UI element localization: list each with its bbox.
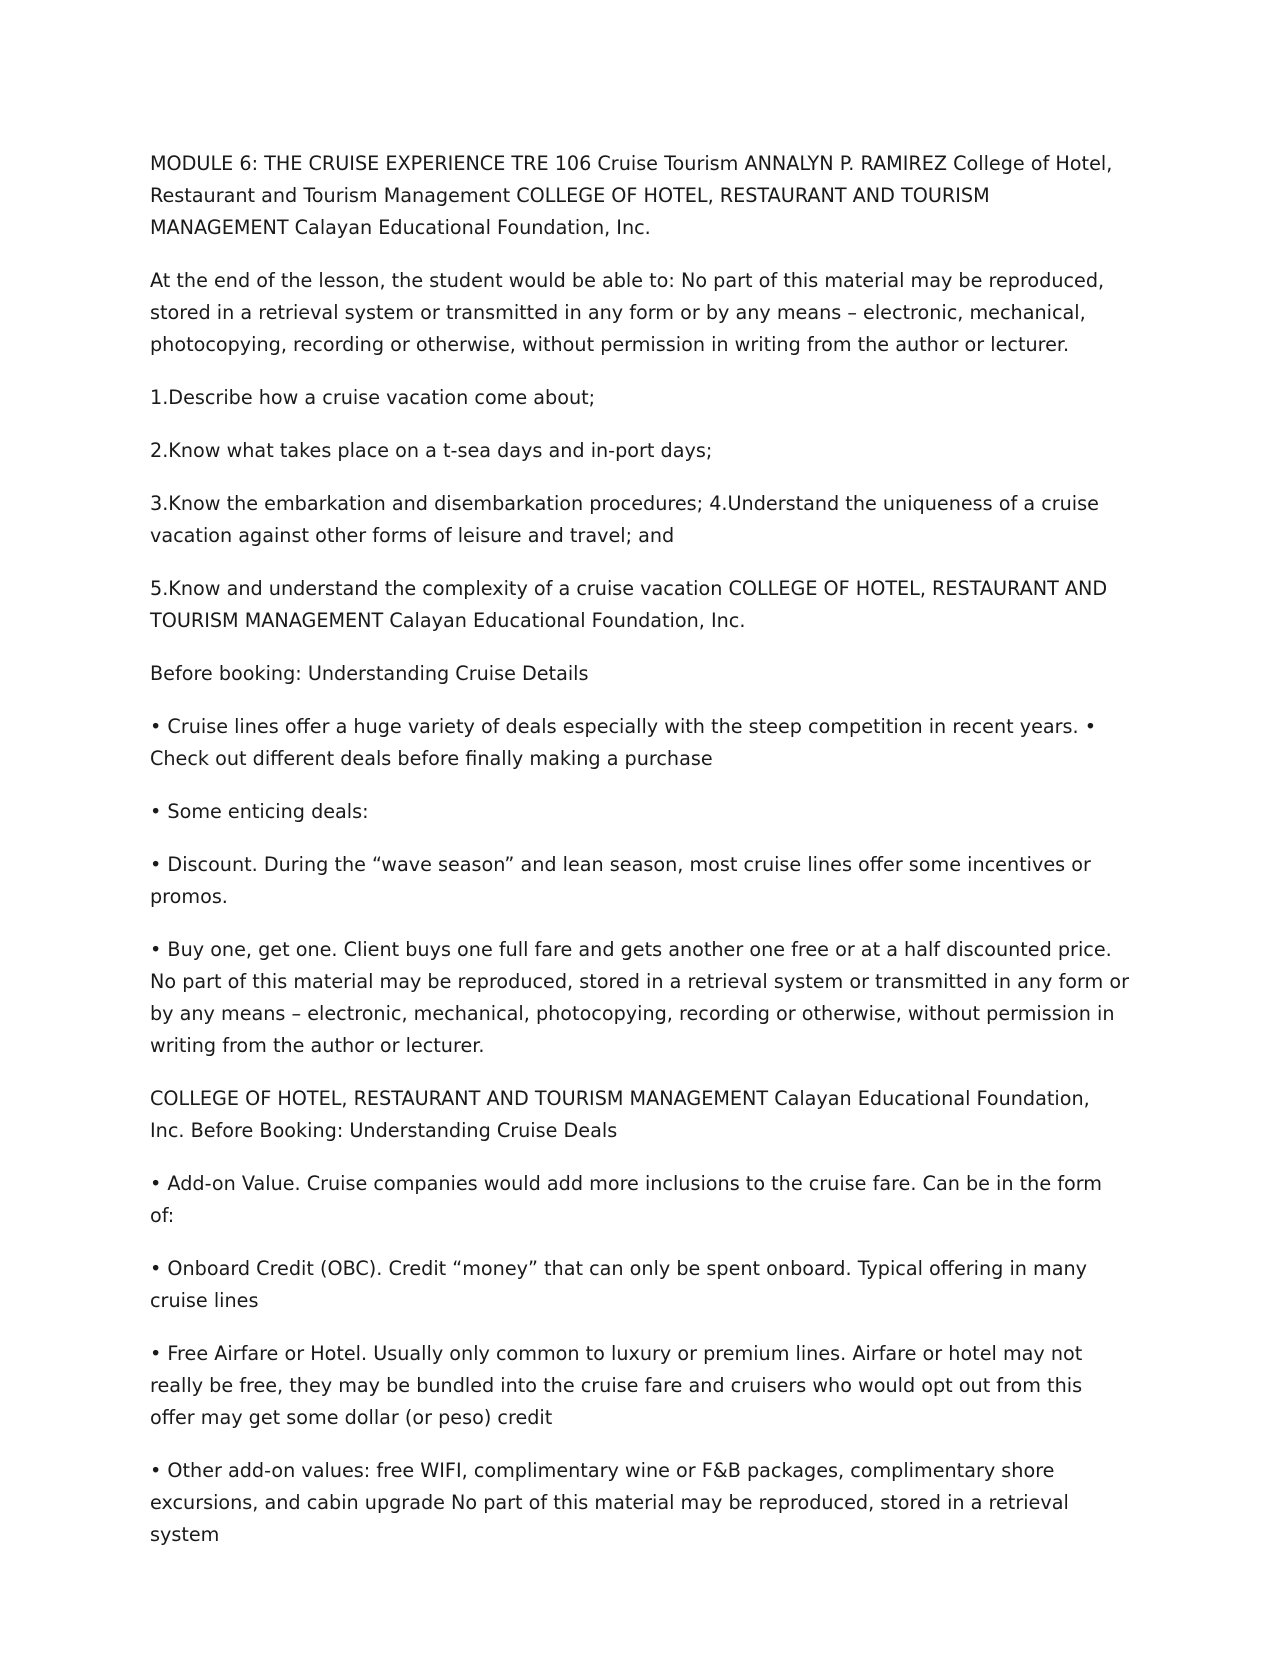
bullet-enticing-deals: • Some enticing deals: <box>150 800 369 823</box>
objective-item-3-4: 3.Know the embarkation and disembarkation procedures; 4.Understand the uniqueness of a cruise vacation against other forms of leisure and travel; and <box>150 492 1099 547</box>
objective-item-2: 2.Know what takes place on a t-sea days and in-port days; <box>150 439 713 462</box>
section-heading-cruise-details: Before booking: Understanding Cruise Details <box>150 662 589 685</box>
section-heading-cruise-deals: COLLEGE OF HOTEL, RESTAURANT AND TOURISM MANAGEMENT Calayan Educational Foundation, Inc. Before Booking: Understanding Cruise Deals <box>150 1087 1090 1142</box>
bullet-discount: • Discount. During the “wave season” and lean season, most cruise lines offer some incentives or promos. <box>150 853 1091 908</box>
lesson-objectives-intro: At the end of the lesson, the student would be able to: No part of this material may be reproduced, stored in a retrieval system or transmitted in any form or by any means – electronic, mechanical, photocopying, recording or otherwise, without permission in writing from the author or lecturer. <box>150 269 1105 356</box>
objective-item-5: 5.Know and understand the complexity of a cruise vacation COLLEGE OF HOTEL, RESTAURANT AND TOURISM MANAGEMENT Calayan Educational Foundation, Inc. <box>150 577 1108 632</box>
bullet-other-add-on-values: • Other add-on values: free WIFI, complimentary wine or F&B packages, complimentary shore excursions, and cabin upgrade No part of this material may be reproduced, stored in a retrieval system <box>150 1459 1069 1546</box>
bullet-buy-one-get-one: • Buy one, get one. Client buys one full fare and gets another one free or at a half discounted price. No part of this material may be reproduced, stored in a retrieval system or transmitted in any form or by any means – electronic, mechanical, photocopying, recording or otherwise, without permission in writing from the author or lecturer. <box>150 938 1129 1057</box>
objective-item-1: 1.Describe how a cruise vacation come about; <box>150 386 596 409</box>
bullet-cruise-lines-deals: • Cruise lines offer a huge variety of deals especially with the steep competition in recent years. • Check out different deals before finally making a purchase <box>150 715 1097 770</box>
bullet-add-on-value: • Add-on Value. Cruise companies would add more inclusions to the cruise fare. Can be in the form of: <box>150 1172 1102 1227</box>
document-header-paragraph: MODULE 6: THE CRUISE EXPERIENCE TRE 106 Cruise Tourism ANNALYN P. RAMIREZ College of Hotel, Restaurant and Tourism Management COLLEGE OF HOTEL, RESTAURANT AND TOURISM MANAGEMENT Calayan Educational Foundation, Inc. <box>150 152 1113 239</box>
bullet-free-airfare-hotel: • Free Airfare or Hotel. Usually only common to luxury or premium lines. Airfare or hotel may not really be free, they may be bundled into the cruise fare and cruisers who would opt out from this offer may get some dollar (or peso) credit <box>150 1342 1083 1429</box>
bullet-onboard-credit: • Onboard Credit (OBC). Credit “money” that can only be spent onboard. Typical offering in many cruise lines <box>150 1257 1087 1312</box>
document-body <box>150 148 1130 1572</box>
